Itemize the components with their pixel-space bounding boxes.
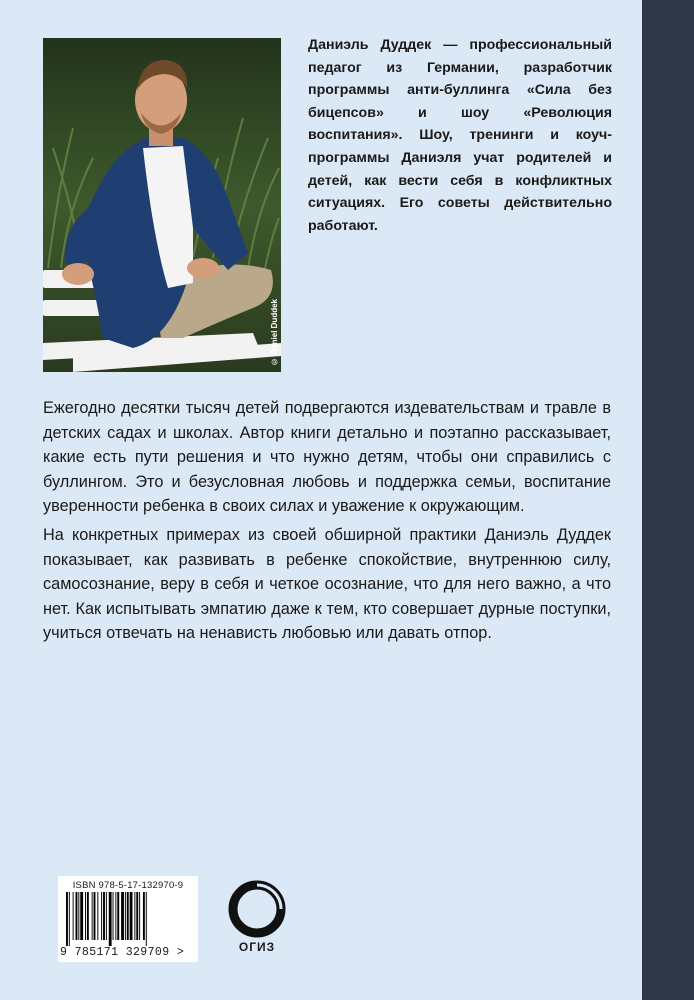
barcode-bar: [125, 892, 126, 940]
ring-logo-icon: [228, 880, 286, 938]
barcode-bars: [62, 892, 194, 946]
barcode-bar: [113, 892, 114, 940]
book-spine: [642, 0, 694, 1000]
photo-credit: © Daniel Duddek: [270, 299, 279, 366]
barcode-bar: [66, 892, 68, 946]
barcode-bar: [103, 892, 105, 940]
barcode-bar: [143, 892, 145, 940]
barcode-bar: [101, 892, 102, 940]
barcode-bar: [130, 892, 133, 940]
barcode-bar: [87, 892, 89, 940]
barcode-digits: 9 785171 329709 >: [60, 946, 185, 959]
barcode-bar: [134, 892, 135, 940]
isbn-label: ISBN 978-5-17-132970-9: [72, 880, 184, 891]
barcode-bar: [78, 892, 79, 940]
barcode-bar: [136, 892, 138, 940]
barcode-bar: [146, 892, 147, 946]
description-paragraph-2: На конкретных примерах из своей обширной практики Даниэль Дуддек показывает, как развивать в ребенке спокойствие, внутреннюю силу, самосознание, веру в себя и четкое осознание, что для него важно, а что нет. Как испытывать эмпатию даже к тем, кто совершает дурные поступки, учиться отвечать на ненависть любовью или давать отпор.: [43, 525, 611, 643]
book-description: [43, 396, 611, 650]
barcode-bar: [73, 892, 74, 940]
barcode-bar: [80, 892, 83, 940]
barcode-bar: [69, 892, 70, 946]
barcode-bar: [106, 892, 107, 940]
barcode: [58, 876, 198, 962]
barcode-bar: [139, 892, 140, 940]
barcode-bar: [97, 892, 98, 940]
barcode-bar: [115, 892, 116, 940]
barcode-bar: [94, 892, 96, 940]
barcode-bar: [109, 892, 112, 946]
barcode-bar: [76, 892, 78, 940]
author-bio: Даниэль Дуддек — профессиональный педагог из Германии, разработчик программы анти-буллинга «Сила без бицепсов» и шоу «Революция воспитания». Шоу, тренинги и коуч-программы Даниэля учат родителей и детей, как вести себя в конфликтных ситуациях. Его советы действительно работают.: [308, 37, 612, 234]
barcode-bar: [127, 892, 129, 940]
barcode-bar: [121, 892, 124, 940]
author-photo-illustration: [43, 38, 281, 372]
description-paragraph-1: Ежегодно десятки тысяч детей подвергаются издевательствам и травле в детских садах и школах. Автор книги детально и поэтапно рассказывает, какие есть пути решения и что нужно детям, чтобы они справились с буллингом. Это и безусловная любовь и поддержка семьи, воспитание уверенности ребенка в своих силах и уважение к окружающим.: [43, 399, 611, 516]
barcode-bar: [117, 892, 119, 940]
barcode-bar: [92, 892, 93, 940]
barcode-bar: [85, 892, 86, 940]
author-photo: [43, 38, 281, 372]
publisher-name: ОГИЗ: [238, 940, 276, 954]
publisher-logo: [228, 880, 286, 970]
